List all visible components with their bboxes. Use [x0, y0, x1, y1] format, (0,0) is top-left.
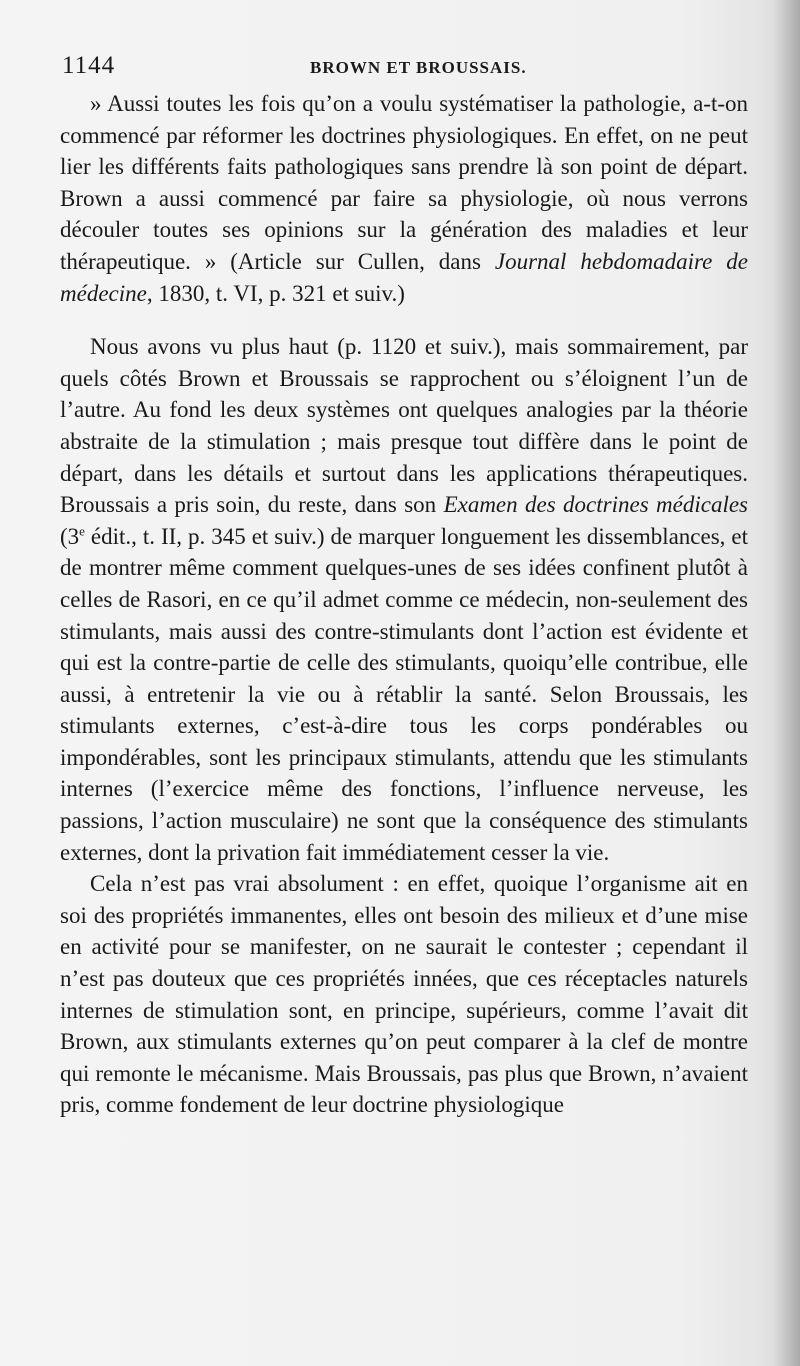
book-title: Examen des doctrines médicales	[443, 492, 748, 518]
journal-title: Journal hebdomadaire de médecine	[60, 248, 748, 306]
running-header	[62, 52, 752, 82]
paragraph-text: , 1830, t. VI, p. 321 et suiv.)	[146, 280, 405, 306]
running-title: BROWN ET BROUSSAIS.	[310, 58, 527, 77]
paragraph-critique	[60, 868, 748, 1121]
body-text	[60, 88, 748, 1121]
paragraph-text: (3	[60, 523, 80, 549]
paragraph-text: » Aussi toutes les fois qu’on a voulu systématiser la pathologie, a-t-on commencé par réformer les doctrines physiologiques. En effet, on ne peut lier les différents faits pathologiques sans prendre là son point de départ. Brown a aussi commencé par faire sa physiologie, où nous verrons découler toutes ses opinions sur la génération des maladies et leur thérapeutique. » (Article sur Cullen, dans	[60, 91, 748, 274]
paragraph-text: Cela n’est pas vrai absolument : en effet, quoique l’organisme ait en soi des propriétés immanentes, elles ont besoin des milieux et d’une mise en activité pour se manifester, on ne saurait le contester ; cependant il n’est pas douteux que ces propriétés innées, que ces réceptacles naturels internes de stimulation sont, en principe, supérieurs, comme l’avait dit Brown, aux stimulants externes qu’on peut comparer à la clef de montre qui remonte le mécanisme. Mais Broussais, pas plus que Brown, n’avaient pris, comme fondement de leur doctrine physiologique	[60, 871, 748, 1118]
paragraph-gap	[60, 309, 748, 331]
page-edge-shadow	[774, 0, 800, 1366]
paragraph-comparison	[60, 331, 748, 868]
paragraph-quote	[60, 88, 748, 309]
page-number: 1144	[62, 52, 116, 79]
edition-superscript: e	[79, 523, 85, 539]
paragraph-text: édit., t. II, p. 345 et suiv.) de marquer longuement les dissemblances, et de montrer même comment quelques-unes de ses idées confinent plutôt à celles de Rasori, en ce qu’il admet comme ce médecin, non-seulement des stimulants, mais aussi des contre-stimulants dont l’action est évidente et qui est la contre-partie de celle des stimulants, quoiqu’elle contribue, elle aussi, à entretenir la vie ou à rétablir la santé. Selon Broussais, les stimulants externes, c’est-à-dire tous les corps pondérables ou impondérables, sont les principaux stimulants, attendu que les stimulants internes (l’exercice même des fonctions, l’influence nerveuse, les passions, l’action musculaire) ne sont que la conséquence des stimulants externes, dont la privation fait immédiatement cesser la vie.	[60, 523, 748, 865]
paragraph-text: Nous avons vu plus haut (p. 1120 et suiv.), mais sommairement, par quels côtés Brown et Broussais se rapprochent ou s’éloignent l’un de l’autre. Au fond les deux systèmes ont quelques analogies par la théorie abstraite de la stimulation ; mais presque tout diffère dans le point de départ, dans les détails et surtout dans les applications thérapeutiques. Broussais a pris soin, du reste, dans son	[60, 334, 748, 518]
